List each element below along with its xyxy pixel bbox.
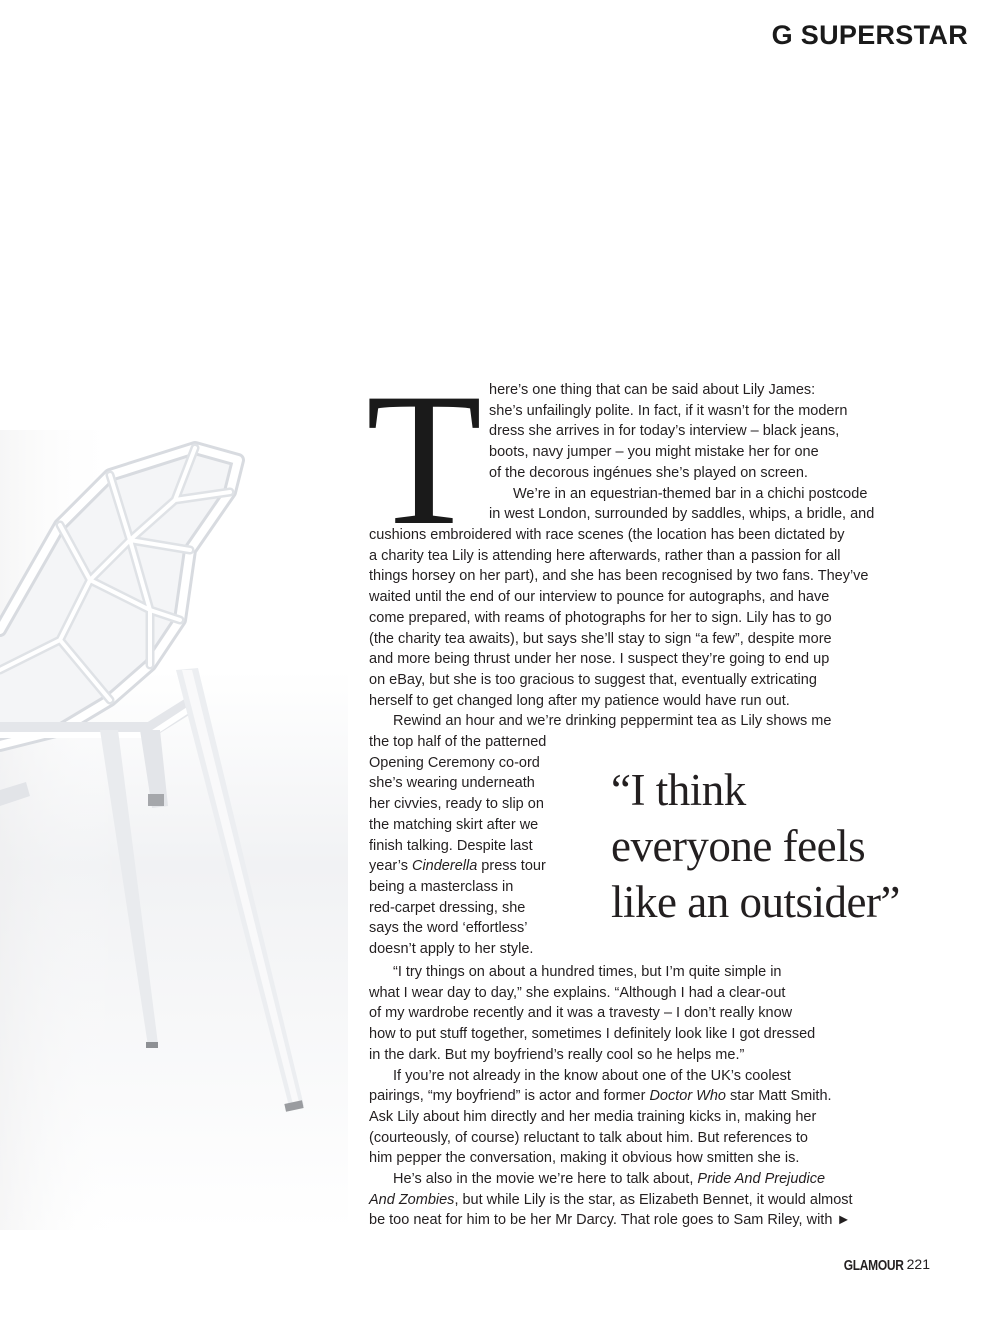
text-line: things horsey on her part), and she has been recognised by two fans. They’ve [369,568,869,585]
text-line: in west London, surrounded by saddles, whips, a bridle, and [489,506,875,523]
pull-quote-line: everyone feels [611,821,866,871]
text-line: finish talking. Despite last [369,837,533,854]
text-span: If you’re not already in the know about one of the UK’s coolest [393,1067,791,1084]
text-span: He’s also in the movie we’re here to talk about, [393,1171,698,1188]
text-line [369,962,929,983]
text-line: him pepper the conversation, making it obvious how smitten she is. [369,1150,800,1167]
text-line [369,1066,929,1087]
text-line: on eBay, but she is too gracious to suggest that, eventually extricating [369,671,817,688]
text-line: being a masterclass in [369,878,514,895]
text-span: year’s [369,858,412,875]
text-span: pairings, “my boyfriend” is actor and former [369,1088,650,1105]
text-span: “I try things on about a hundred times, but I’m quite simple in [393,964,782,980]
text-line [489,484,992,505]
drop-cap: T [366,355,483,565]
text-line [369,1169,929,1190]
text-line: dress she arrives in for today’s interview – black jeans, [489,423,840,440]
film-title: Cinderella [411,858,478,875]
text-span: press tour [477,858,546,875]
text-line [369,1190,929,1211]
text-line [369,711,929,732]
magazine-logo: GLAMOUR [843,1256,904,1274]
show-title: Doctor Who [649,1088,726,1105]
text-line: how to put stuff together, sometimes I definitely look like I got dressed [369,1026,816,1043]
text-line: red-carpet dressing, she [369,899,526,916]
text-line: says the word ‘effortless’ [369,920,528,937]
text-line: and more being thrust under her nose. I suspect they’re going to end up [369,651,830,668]
chair-photo [0,430,348,1230]
text-line: be too neat for him to be her Mr Darcy. That role goes to Sam Riley, with ► [369,1212,851,1229]
text-line: waited until the end of our interview to pounce for autographs, and have [369,589,830,606]
narrow-column [369,732,579,960]
body-paragraph [369,962,929,1231]
text-line: Ask Lily about him directly and her media training kicks in, making her [369,1108,817,1125]
text-line: in the dark. But my boyfriend’s really cool so he helps me.” [369,1046,745,1063]
text-span: star Matt Smith. [726,1088,832,1105]
text-line: she’s unfailingly polite. In fact, if it wasn’t for the modern [489,402,848,419]
text-line: of the decorous ingénues she’s played on screen. [489,464,808,481]
pull-quote-line: like an outsider” [611,877,900,927]
text-span: , but while Lily is the star, as Elizabeth Bennet, it would almost [454,1191,853,1208]
text-line: the matching skirt after we [369,816,539,833]
intro-paragraph [489,380,992,525]
section-header: G SUPERSTAR [771,20,968,50]
pull-quote-line: “I think [611,765,746,815]
text-line: boots, navy jumper – you might mistake her for one [489,444,819,461]
text-line: Opening Ceremony co-ord [369,754,540,771]
text-line: her civvies, ready to slip on [369,796,544,813]
text-line: a charity tea Lily is attending here afterwards, rather than a passion for all [369,547,841,564]
text-line [369,856,579,877]
text-line: what I wear day to day,” she explains. “Although I had a clear-out [369,984,786,1001]
film-title: And Zombies [369,1191,455,1208]
text-line: (courteously, of course) reluctant to talk about him. But references to [369,1129,808,1146]
body-paragraph [369,525,929,732]
page-number: 221 [906,1256,930,1272]
text-line: herself to get changed long after my patience would have run out. [369,692,790,709]
text-line: doesn’t apply to her style. [369,941,534,958]
film-title: Pride And Prejudice [697,1171,826,1188]
text-line: she’s wearing underneath [369,775,535,792]
text-line: come prepared, with reams of photographs for her to sign. Lily has to go [369,609,832,626]
text-line: the top half of the patterned [369,734,547,750]
text-line [369,1086,929,1107]
text-span: We’re in an equestrian-themed bar in a chichi postcode [513,485,868,502]
page-folio [844,1256,930,1272]
pull-quote [611,762,951,930]
text-line: cushions embroidered with race scenes (the location has been dictated by [369,527,845,543]
text-line: of my wardrobe recently and it was a travesty – I don’t really know [369,1005,793,1022]
text-line: (the charity tea awaits), but says she’ll stay to sign “a few”, despite more [369,630,832,647]
text-line: here’s one thing that can be said about Lily James: [489,382,816,398]
text-span: Rewind an hour and we’re drinking peppermint tea as Lily shows me [393,713,832,730]
